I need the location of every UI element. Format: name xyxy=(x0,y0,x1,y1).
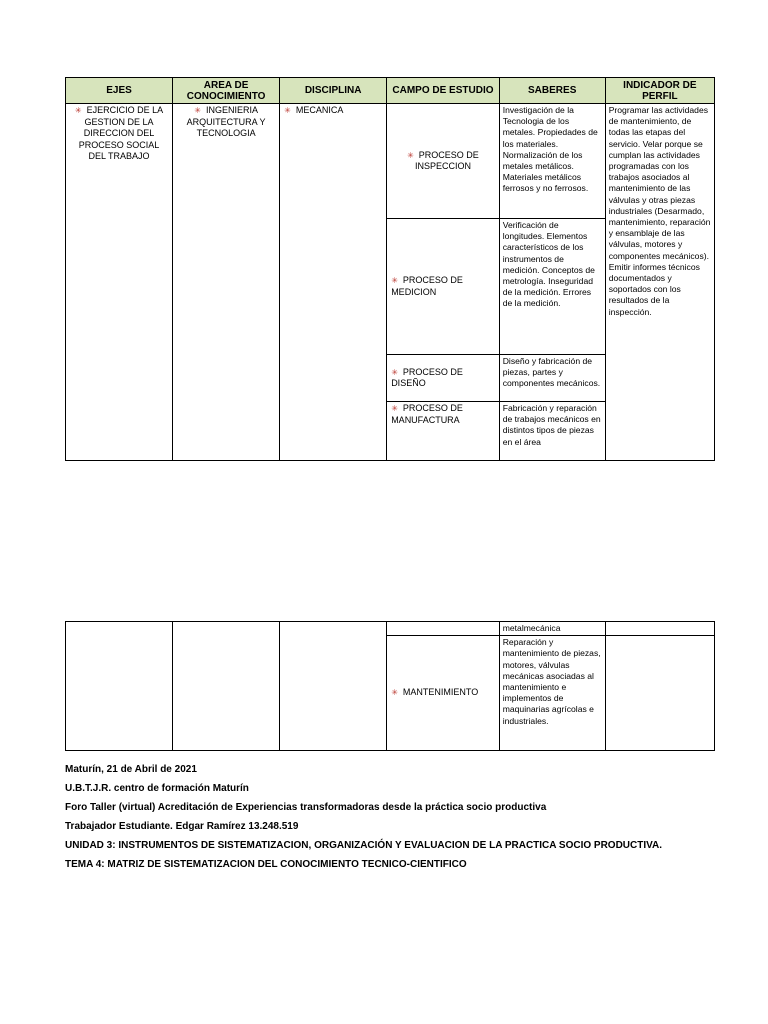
cell-indicador xyxy=(605,636,714,751)
disciplina-text: MECANICA xyxy=(295,105,344,115)
area-text: INGENIERIA ARQUITECTURA Y TECNOLOGIA xyxy=(186,105,266,138)
arrow-bullet-icon: ✳ xyxy=(407,150,414,160)
cell-campo xyxy=(387,636,500,751)
cell-campo xyxy=(387,104,500,219)
cell-campo xyxy=(387,402,500,461)
arrow-bullet-icon: ✳ xyxy=(391,367,398,377)
footer-student: Trabajador Estudiante. Edgar Ramírez 13.248.519 xyxy=(65,821,299,832)
cell-saberes: Reparación y mantenimiento de piezas, motores, válvulas mecánicas asociadas al mantenimiento e implementos de maquinarias agrícolas e industriales. xyxy=(499,636,605,751)
arrow-bullet-icon: ✳ xyxy=(391,688,398,698)
matrix-table-continued xyxy=(65,621,715,751)
header-disciplina: DISCIPLINA xyxy=(280,78,387,104)
cell-campo xyxy=(387,622,500,636)
cell-saberes: Fabricación y reparación de trabajos mecánicos en distintos tipos de piezas en el área xyxy=(499,402,605,461)
header-row xyxy=(66,78,715,104)
cell-campo xyxy=(387,219,500,355)
arrow-bullet-icon: ✳ xyxy=(284,106,291,115)
arrow-bullet-icon: ✳ xyxy=(391,276,398,285)
header-indicador: INDICADOR DE PERFIL xyxy=(605,78,714,104)
cell-saberes: Investigación de la Tecnologia de los metales. Propiedades de los materiales. Normalización de los metales metálicos. Materiales metálicos ferrosos y no ferrosos. xyxy=(499,104,605,219)
campo-text: PROCESO DE MEDICION xyxy=(391,275,463,297)
table-row xyxy=(66,622,715,636)
cell-indicador: Programar las actividades de mantenimiento, de todas las etapas del servicio. Velar porque se cumplan las actividades programadas con los trabajos asociados al mantenimiento de las válvulas y otras piezas industriales (Desarmado, mantenimiento, reparación y ensamblaje de las válvulas, motores y componentes mecánicos). Emitir informes técnicos documentados y soportados con los resultados de la inspección. xyxy=(605,104,714,461)
header-ejes: EJES xyxy=(66,78,173,104)
footer-topic: TEMA 4: MATRIZ DE SISTEMATIZACION DEL CONOCIMIENTO TECNICO-CIENTIFICO xyxy=(65,859,467,870)
arrow-bullet-icon: ✳ xyxy=(194,106,201,115)
campo-text: PROCESO DE MANUFACTURA xyxy=(391,403,463,425)
eje-text: EJERCICIO DE LA GESTION DE LA DIRECCION DEL PROCESO SOCIAL DEL TRABAJO xyxy=(78,105,164,161)
campo-text: PROCESO DE INSPECCION xyxy=(414,149,479,171)
cell-disciplina xyxy=(280,622,387,751)
header-campo: CAMPO DE ESTUDIO xyxy=(387,78,500,104)
cell-campo xyxy=(387,355,500,402)
cell-eje xyxy=(66,622,173,751)
arrow-bullet-icon: ✳ xyxy=(74,106,82,115)
cell-area xyxy=(173,104,280,461)
table-row xyxy=(66,104,715,219)
header-saberes: SABERES xyxy=(499,78,605,104)
footer-unit: UNIDAD 3: INSTRUMENTOS DE SISTEMATIZACION, ORGANIZACIÓN Y EVALUACION DE LA PRACTICA SOCIO PRODUCTIVA. xyxy=(65,840,663,851)
arrow-bullet-icon: ✳ xyxy=(391,404,398,413)
document-footer xyxy=(65,760,715,874)
footer-institution: U.B.T.J.R. centro de formación Maturín xyxy=(65,783,249,794)
cell-eje xyxy=(66,104,173,461)
cell-saberes: metalmecánica xyxy=(499,622,605,636)
cell-saberes: Verificación de longitudes. Elementos característicos de los instrumentos de medición. Conceptos de metrología. Inseguridad de la medición. Errores de la medición. xyxy=(499,219,605,355)
header-area: AREA DE CONOCIMIENTO xyxy=(173,78,280,104)
footer-forum: Foro Taller (virtual) Acreditación de Experiencias transformadoras desde la práctica socio productiva xyxy=(65,802,547,813)
campo-text: MANTENIMIENTO xyxy=(402,687,479,698)
cell-indicador xyxy=(605,622,714,636)
cell-disciplina xyxy=(280,104,387,461)
footer-date: Maturín, 21 de Abril de 2021 xyxy=(65,764,197,775)
cell-area xyxy=(173,622,280,751)
cell-saberes: Diseño y fabricación de piezas, partes y componentes mecánicos. xyxy=(499,355,605,402)
matrix-table xyxy=(65,77,715,461)
campo-text: PROCESO DE DISEÑO xyxy=(391,366,463,388)
